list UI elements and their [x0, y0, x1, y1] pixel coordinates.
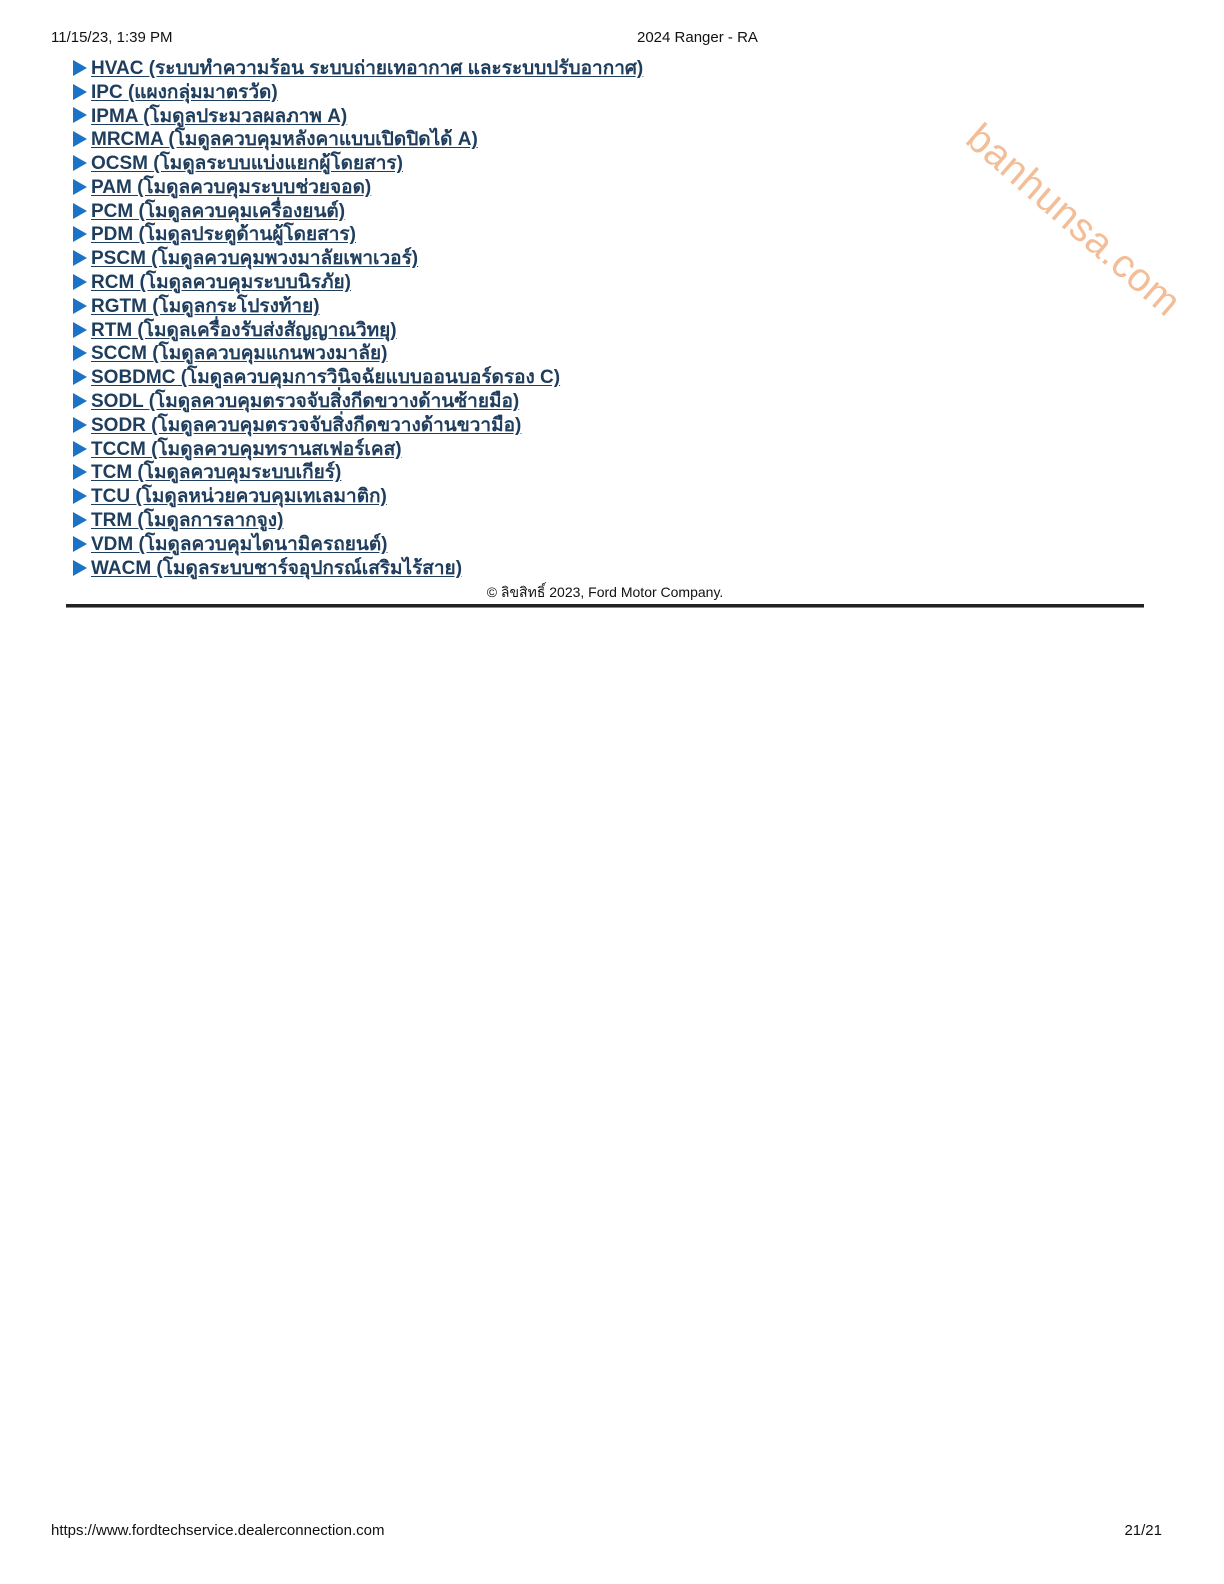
- module-link-pcm[interactable]: PCM (โมดูลควบคุมเครื่องยนต์): [91, 200, 346, 222]
- arrow-right-icon: [73, 107, 87, 123]
- arrow-right-icon: [73, 536, 87, 552]
- arrow-right-icon: [73, 322, 87, 338]
- module-link-list: [73, 56, 643, 580]
- module-link-tcm[interactable]: TCM (โมดูลควบคุมระบบเกียร์): [91, 462, 342, 484]
- divider: [66, 604, 1144, 608]
- arrow-right-icon: [73, 203, 87, 219]
- print-datetime: 11/15/23, 1:39 PM: [51, 29, 173, 46]
- module-link-pdm[interactable]: PDM (โมดูลประตูด้านผู้โดยสาร): [91, 224, 356, 246]
- arrow-right-icon: [73, 250, 87, 266]
- module-link-rtm[interactable]: RTM (โมดูลเครื่องรับส่งสัญญาณวิทยุ): [91, 319, 397, 341]
- arrow-right-icon: [73, 441, 87, 457]
- arrow-right-icon: [73, 512, 87, 528]
- arrow-right-icon: [73, 298, 87, 314]
- arrow-right-icon: [73, 131, 87, 147]
- list-item: [73, 556, 643, 580]
- arrow-right-icon: [73, 488, 87, 504]
- module-link-rcm[interactable]: RCM (โมดูลควบคุมระบบนิรภัย): [91, 272, 351, 294]
- arrow-right-icon: [73, 345, 87, 361]
- module-link-vdm[interactable]: VDM (โมดูลควบคุมไดนามิครถยนต์): [91, 533, 388, 555]
- copyright-notice: © ลิขสิทธิ์ 2023, Ford Motor Company.: [486, 584, 724, 600]
- module-link-sodr[interactable]: SODR (โมดูลควบคุมตรวจจับสิ่งกีดขวางด้านขวามือ): [91, 414, 522, 436]
- arrow-right-icon: [73, 274, 87, 290]
- module-link-sobdmc[interactable]: SOBDMC (โมดูลควบคุมการวินิจฉัยแบบออนบอร์ดรอง C): [91, 367, 561, 389]
- arrow-right-icon: [73, 179, 87, 195]
- module-link-tccm[interactable]: TCCM (โมดูลควบคุมทรานสเฟอร์เคส): [91, 438, 402, 460]
- arrow-right-icon: [73, 369, 87, 385]
- module-link-ipma[interactable]: IPMA (โมดูลประมวลผลภาพ A): [91, 105, 348, 127]
- module-link-pscm[interactable]: PSCM (โมดูลควบคุมพวงมาลัยเพาเวอร์): [91, 248, 419, 270]
- module-link-sccm[interactable]: SCCM (โมดูลควบคุมแกนพวงมาลัย): [91, 343, 388, 365]
- page-number: 21/21: [1124, 1522, 1162, 1539]
- module-link-ipc[interactable]: IPC (แผงกลุ่มมาตรวัด): [91, 81, 278, 103]
- module-link-pam[interactable]: PAM (โมดูลควบคุมระบบช่วยจอด): [91, 176, 372, 198]
- arrow-right-icon: [73, 560, 87, 576]
- arrow-right-icon: [73, 393, 87, 409]
- module-link-rgtm[interactable]: RGTM (โมดูลกระโปรงท้าย): [91, 295, 320, 317]
- arrow-right-icon: [73, 226, 87, 242]
- module-link-sodl[interactable]: SODL (โมดูลควบคุมตรวจจับสิ่งกีดขวางด้านซ้ายมือ): [91, 391, 520, 413]
- module-link-ocsm[interactable]: OCSM (โมดูลระบบแบ่งแยกผู้โดยสาร): [91, 153, 403, 175]
- module-link-hvac[interactable]: HVAC (ระบบทำความร้อน ระบบถ่ายเทอากาศ และระบบปรับอากาศ): [91, 57, 644, 79]
- arrow-right-icon: [73, 84, 87, 100]
- module-link-tcu[interactable]: TCU (โมดูลหน่วยควบคุมเทเลมาติก): [91, 486, 387, 508]
- module-link-mrcma[interactable]: MRCMA (โมดูลควบคุมหลังคาแบบเปิดปิดได้ A): [91, 129, 478, 151]
- arrow-right-icon: [73, 60, 87, 76]
- module-link-trm[interactable]: TRM (โมดูลการลากจูง): [91, 510, 284, 532]
- arrow-right-icon: [73, 464, 87, 480]
- source-url: https://www.fordtechservice.dealerconnection.com: [51, 1522, 385, 1539]
- module-link-wacm[interactable]: WACM (โมดูลระบบชาร์จอุปกรณ์เสริมไร้สาย): [91, 557, 463, 579]
- arrow-right-icon: [73, 417, 87, 433]
- watermark: banhunsa.com: [957, 115, 1190, 325]
- document-title: 2024 Ranger - RA: [637, 29, 758, 46]
- arrow-right-icon: [73, 155, 87, 171]
